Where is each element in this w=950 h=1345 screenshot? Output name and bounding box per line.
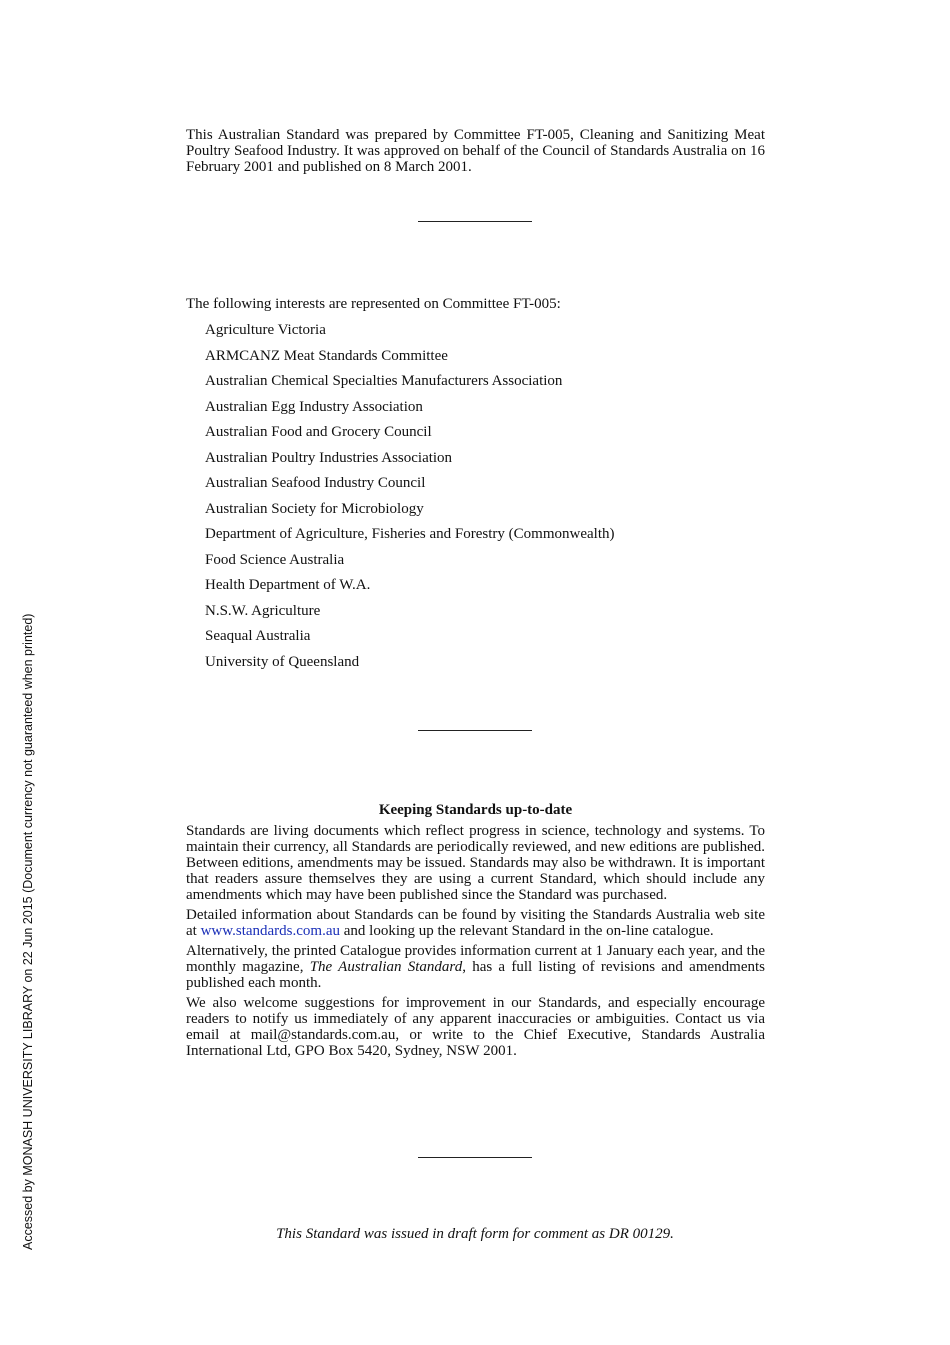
list-item: N.S.W. Agriculture [205,602,321,619]
committee-member-list [205,320,615,677]
paragraph-text: and looking up the relevant Standard in the on-line catalogue. [340,923,714,939]
paragraph-text: Alternatively, the printed Catalogue provides information current at 1 January each year, and the monthly magazine, [186,943,765,975]
section-divider [418,730,532,731]
list-item: University of Queensland [205,653,360,670]
draft-note: This Standard was issued in draft form for comment as DR 00129. [276,1226,674,1242]
list-item: ARMCANZ Meat Standards Committee [205,347,448,364]
section-divider [418,221,532,222]
paragraph: We also welcome suggestions for improvement in our Standards, and especially encourage readers to notify us immediately of any apparent inaccuracies or ambiguities. Contact us via email at mail@standards.com.au, or write to the Chief Executive, Standards Australia International Ltd, GPO Box 5420, Sydney, NSW 2001. [186,995,765,1059]
paragraph-text: , has a full listing of revisions and amendments published each month. [186,959,765,991]
list-item: Department of Agriculture, Fisheries and Forestry (Commonwealth) [205,526,615,543]
section-divider [418,1157,532,1158]
list-item: Australian Society for Microbiology [205,500,424,517]
list-item: Australian Seafood Industry Council [205,475,426,492]
list-item: Seaqual Australia [205,628,311,645]
committee-heading: The following interests are represented on Committee FT-005: [186,296,561,312]
paragraph [186,907,765,939]
paragraph-text: Detailed information about Standards can be found by visiting the Standards Australia web site at [186,907,765,939]
access-watermark: Accessed by MONASH UNIVERSITY LIBRARY on 22 Jun 2015 (Document currency not guaranteed when printed) [21,613,35,1250]
list-item: Australian Chemical Specialties Manufacturers Association [205,373,563,390]
list-item: Australian Poultry Industries Association [205,449,453,466]
list-item: Health Department of W.A. [205,577,371,594]
intro-paragraph: This Australian Standard was prepared by Committee FT-005, Cleaning and Sanitizing Meat Poultry Seafood Industry. It was approved on behalf of the Council of Standards Australia on 16 February 2001 and published on 8 March 2001. [186,127,765,175]
paragraph: Standards are living documents which reflect progress in science, technology and systems. To maintain their currency, all Standards are periodically reviewed, and new editions are published. Between editions, amendments may be issued. Standards may also be withdrawn. It is important that readers assure themselves they are using a current Standard, which should include any amendments which may have been published since the Standard was purchased. [186,823,765,903]
list-item: Australian Egg Industry Association [205,398,423,415]
paragraph [186,943,765,991]
standards-website-link[interactable]: www.standards.com.au [200,923,340,939]
list-item: Australian Food and Grocery Council [205,424,432,441]
list-item: Agriculture Victoria [205,322,326,338]
keeping-standards-body [186,823,765,1063]
magazine-title: The Australian Standard [309,959,463,975]
list-item: Food Science Australia [205,551,345,568]
section-title: Keeping Standards up-to-date [378,802,573,818]
